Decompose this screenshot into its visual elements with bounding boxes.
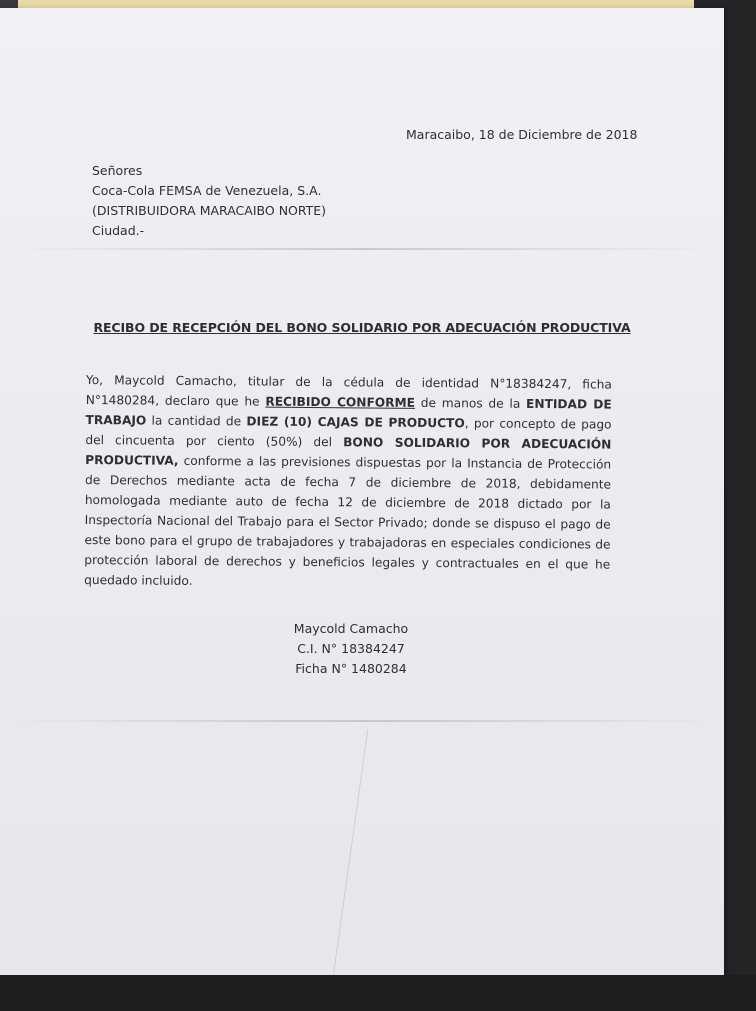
body-paragraph: [84, 370, 612, 595]
signer-ci: C.I. N° 18384247: [297, 641, 405, 656]
recipient-address: [92, 161, 326, 241]
document-title: RECIBO DE RECEPCIÓN DEL BONO SOLIDARIO POR ADECUACIÓN PRODUCTIVA: [93, 320, 631, 335]
body-emphasis: BONO SOLIDARIO POR ADECUACIÓN PRODUCTIVA,: [85, 435, 612, 468]
body-text: conforme a las previsiones dispuestas por la Instancia de Protección de Derechos mediante acta de fecha 7 de diciembre de 2018, debidamente homologada mediante auto de fecha 12 de diciembre de 2018 dictado por la Inspectoría Nacional del Trabajo para el Sector Privado; donde se dispuso el pago de este bono para el grupo de trabajadores y trabajadoras en especiales condiciones de protección laboral de derechos y beneficios legales y contractuales en el que he quedado incluido.: [84, 453, 612, 588]
signature-block: [226, 619, 476, 679]
body-emphasis: ENTIDAD DE TRABAJO: [85, 396, 612, 428]
signer-ficha: Ficha N° 1480284: [295, 661, 407, 676]
signer-name: Maycold Camacho: [293, 621, 409, 636]
address-line: Ciudad.-: [92, 223, 145, 238]
address-line: (DISTRIBUIDORA MARACAIBO NORTE): [92, 203, 327, 218]
body-text: Yo, Maycold Camacho, titular de la cédula de identidad N°18384247, ficha N°1480284, declaro que he: [85, 372, 612, 409]
body-emphasis: DIEZ (10) CAJAS DE PRODUCTO: [246, 414, 465, 431]
letter-sheet: [0, 8, 724, 976]
address-line: Señores: [92, 163, 143, 178]
letter-date: Maracaibo, 18 de Diciembre de 2018: [406, 127, 638, 142]
body-text: , por concepto de pago del cincuenta por ciento (50%) del: [85, 416, 612, 450]
fold-line: [333, 729, 369, 977]
fold-line: [0, 720, 724, 722]
body-text: la cantidad de: [146, 413, 247, 429]
dark-edge: [0, 975, 756, 1011]
body-emphasis: RECIBIDO CONFORME: [265, 394, 416, 410]
fold-line: [0, 248, 724, 250]
body-text: de manos de la: [414, 395, 527, 411]
address-line: Coca-Cola FEMSA de Venezuela, S.A.: [92, 183, 322, 198]
